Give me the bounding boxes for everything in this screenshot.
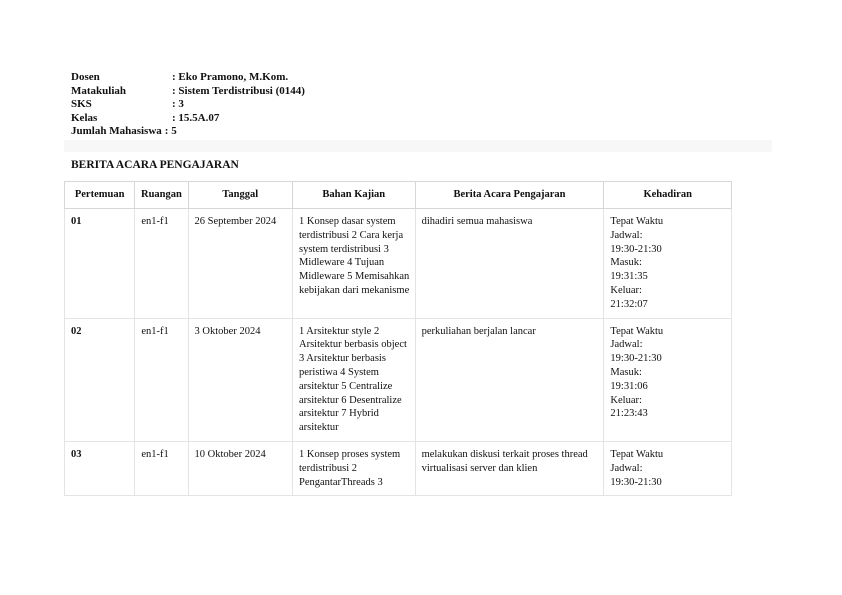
info-label: SKS bbox=[71, 98, 92, 111]
info-row-kelas bbox=[71, 112, 305, 126]
info-label: Jumlah Mahasiswa bbox=[71, 125, 162, 138]
cell-kehadiran bbox=[604, 441, 732, 495]
info-value: : Sistem Terdistribusi (0144) bbox=[172, 84, 305, 97]
course-info bbox=[71, 71, 305, 139]
attendance-status: Tepat Waktu bbox=[610, 325, 664, 337]
attendance-schedule-label: Jadwal: bbox=[610, 339, 643, 351]
cell-berita-acara: perkuliahan berjalan lancar bbox=[415, 318, 604, 441]
cell-pertemuan: 01 bbox=[65, 209, 135, 319]
cell-bahan-kajian: 1 Konsep dasar system terdistribusi 2 Cara kerja system terdistribusi 3 Midleware 4 Tujuan Midleware 5 Memisahkan kebijakan dari mekanisme bbox=[293, 209, 416, 319]
attendance-in: 19:31:06 bbox=[610, 380, 648, 392]
info-row-dosen bbox=[71, 71, 305, 85]
info-value: : 15.5A.07 bbox=[172, 111, 220, 124]
attendance-schedule-label: Jadwal: bbox=[610, 229, 643, 241]
info-label: Kelas bbox=[71, 111, 98, 124]
cell-bahan-kajian: 1 Konsep proses system terdistribusi 2 PengantarThreads 3 bbox=[293, 441, 416, 495]
section-title: BERITA ACARA PENGAJARAN bbox=[71, 159, 239, 171]
info-row-jumlah-mahasiswa bbox=[71, 125, 305, 139]
info-value: : 3 bbox=[172, 98, 184, 111]
cell-ruangan: en1-f1 bbox=[135, 441, 188, 495]
attendance-in-label: Masuk: bbox=[610, 366, 642, 378]
attendance-out: 21:32:07 bbox=[610, 298, 648, 310]
attendance-schedule: 19:30-21:30 bbox=[610, 243, 662, 255]
cell-bahan-kajian: 1 Arsitektur style 2 Arsitektur berbasis object 3 Arsitektur berbasis peristiwa 4 System arsitektur 5 Centralize arsitektur 6 Desentralize arsitektur 7 Hybrid arsitektur bbox=[293, 318, 416, 441]
info-label: Matakuliah bbox=[71, 84, 127, 97]
cell-pertemuan: 03 bbox=[65, 441, 135, 495]
attendance-status: Tepat Waktu bbox=[610, 448, 664, 460]
attendance-schedule-label: Jadwal: bbox=[610, 462, 643, 474]
cell-kehadiran bbox=[604, 209, 732, 319]
teaching-report-table bbox=[64, 181, 732, 496]
info-value: : Eko Pramono, M.Kom. bbox=[172, 71, 289, 83]
attendance-in-label: Masuk: bbox=[610, 257, 642, 269]
cell-tanggal: 3 Oktober 2024 bbox=[188, 318, 292, 441]
attendance-out-label: Keluar: bbox=[610, 284, 642, 296]
table-row bbox=[65, 441, 732, 495]
info-row-sks bbox=[71, 98, 305, 112]
cell-ruangan: en1-f1 bbox=[135, 209, 188, 319]
attendance-out-label: Keluar: bbox=[610, 394, 642, 406]
attendance-schedule: 19:30-21:30 bbox=[610, 476, 662, 488]
cell-pertemuan: 02 bbox=[65, 318, 135, 441]
header-berita-acara: Berita Acara Pengajaran bbox=[415, 182, 604, 209]
header-pertemuan: Pertemuan bbox=[65, 182, 135, 209]
cell-berita-acara: melakukan diskusi terkait proses thread virtualisasi server dan klien bbox=[415, 441, 604, 495]
info-label: Dosen bbox=[71, 71, 100, 83]
attendance-in: 19:31:35 bbox=[610, 271, 648, 283]
table-row bbox=[65, 209, 732, 319]
table-header-row bbox=[65, 182, 732, 209]
info-value: : 5 bbox=[164, 125, 177, 138]
attendance-schedule: 19:30-21:30 bbox=[610, 353, 662, 365]
cell-ruangan: en1-f1 bbox=[135, 318, 188, 441]
separator-band bbox=[64, 140, 772, 152]
header-kehadiran: Kehadiran bbox=[604, 182, 732, 209]
attendance-status: Tepat Waktu bbox=[610, 216, 664, 227]
header-tanggal: Tanggal bbox=[188, 182, 292, 209]
cell-kehadiran bbox=[604, 318, 732, 441]
cell-tanggal: 10 Oktober 2024 bbox=[188, 441, 292, 495]
cell-berita-acara: dihadiri semua mahasiswa bbox=[415, 209, 604, 319]
header-bahan-kajian: Bahan Kajian bbox=[293, 182, 416, 209]
attendance-out: 21:23:43 bbox=[610, 408, 648, 420]
cell-tanggal: 26 September 2024 bbox=[188, 209, 292, 319]
header-ruangan: Ruangan bbox=[135, 182, 188, 209]
info-row-matakuliah bbox=[71, 85, 305, 99]
table-row bbox=[65, 318, 732, 441]
